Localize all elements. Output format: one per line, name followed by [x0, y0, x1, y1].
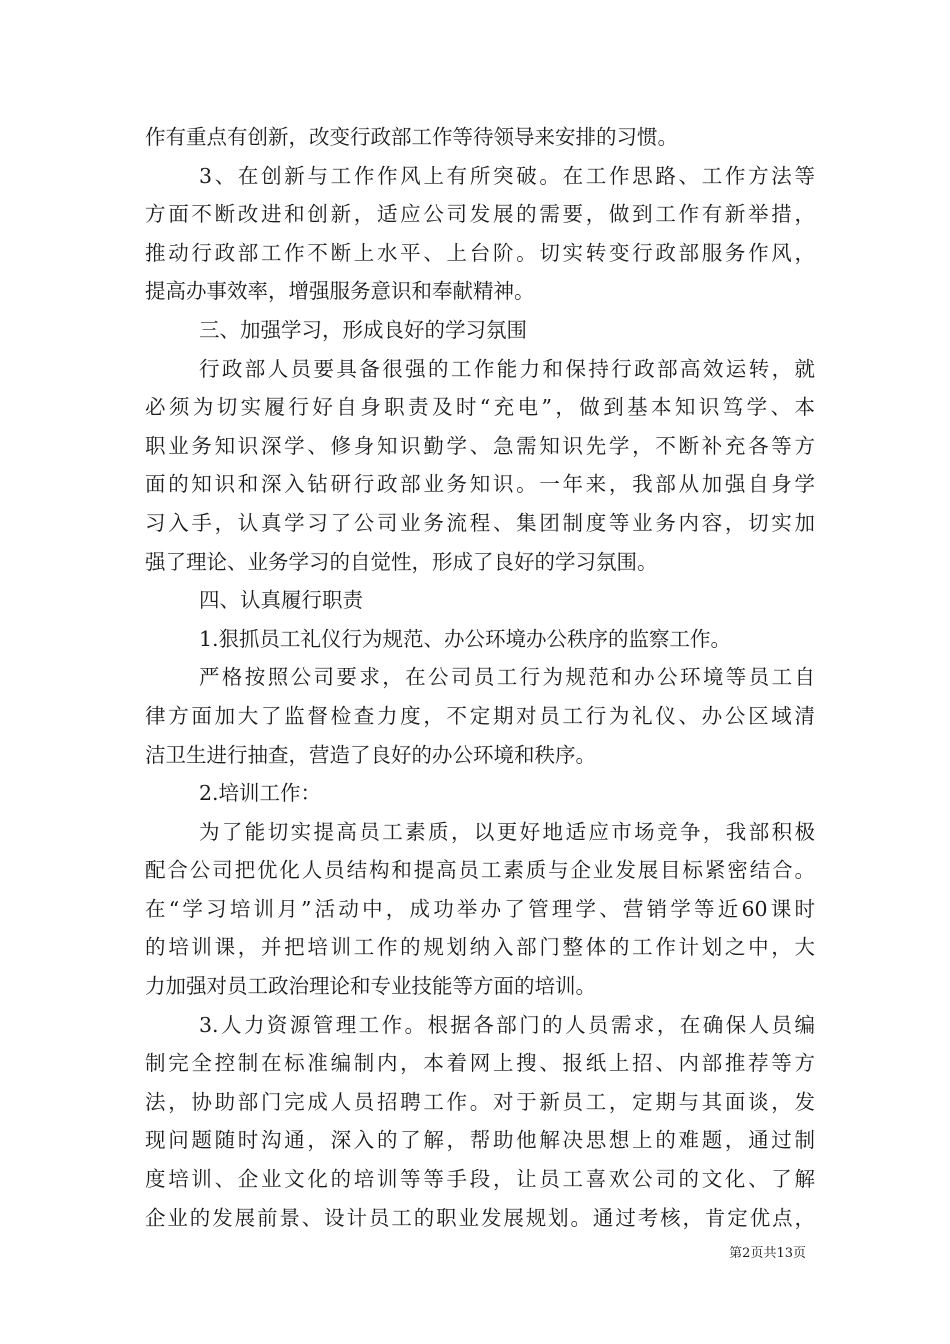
- text-line: 律方面加大了监督检查力度，不定期对员工行为礼仪、办公区域清: [145, 703, 815, 728]
- text-line: 的培训课，并把培训工作的规划纳入部门整体的工作计划之中，大: [145, 935, 815, 960]
- text-line: 1.狠抓员工礼仪行为规范、办公环境办公秩序的监察工作。: [199, 626, 732, 651]
- text-line: 在“学习培训月”活动中，成功举办了管理学、营销学等近60课时: [145, 896, 815, 921]
- text-line: 习入手，认真学习了公司业务流程、集团制度等业务内容，切实加: [145, 510, 815, 535]
- text-line: 行政部人员要具备很强的工作能力和保持行政部高效运转，就: [199, 356, 815, 381]
- text-line: 为了能切实提高员工素质，以更好地适应市场竞争，我部积极: [199, 819, 815, 844]
- text-line: 法，协助部门完成人员招聘工作。对于新员工，定期与其面谈，发: [145, 1089, 815, 1114]
- text-line: 面的知识和深入钻研行政部业务知识。一年来，我部从加强自身学: [145, 472, 815, 497]
- text-line: 力加强对员工政治理论和专业技能等方面的培训。: [145, 974, 596, 999]
- text-line: 三、加强学习，形成良好的学习氛围: [199, 317, 527, 342]
- text-line: 四、认真履行职责: [199, 588, 363, 613]
- text-line: 提高办事效率，增强服务意识和奉献精神。: [145, 279, 535, 304]
- text-line: 推动行政部工作不断上水平、上台阶。切实转变行政部服务作风，: [145, 240, 815, 265]
- text-line: 必须为切实履行好自身职责及时“充电”，做到基本知识笃学、本: [145, 395, 815, 420]
- text-line: 3、在创新与工作作风上有所突破。在工作思路、工作方法等: [199, 163, 815, 188]
- text-line: 洁卫生进行抽查，营造了良好的办公环境和秩序。: [145, 742, 596, 767]
- page-number: 第2页共13页: [729, 1246, 806, 1261]
- text-line: 作有重点有创新，改变行政部工作等待领导来安排的习惯。: [145, 125, 678, 149]
- text-line: 配合公司把优化人员结构和提高员工素质与企业发展目标紧密结合。: [145, 858, 815, 883]
- text-line: 职业务知识深学、修身知识勤学、急需知识先学，不断补充各等方: [145, 433, 815, 458]
- text-line: 现问题随时沟通，深入的了解，帮助他解决思想上的难题，通过制: [145, 1128, 815, 1153]
- document-body: [145, 118, 815, 1237]
- text-line: 3.人力资源管理工作。根据各部门的人员需求，在确保人员编: [199, 1012, 815, 1037]
- text-line: 制完全控制在标准编制内，本着网上搜、报纸上招、内部推荐等方: [145, 1051, 815, 1076]
- text-line: 强了理论、业务学习的自觉性，形成了良好的学习氛围。: [145, 549, 658, 574]
- text-line: 方面不断改进和创新，适应公司发展的需要，做到工作有新举措，: [145, 202, 815, 227]
- text-line: 2.培训工作：: [199, 781, 322, 806]
- text-line: 企业的发展前景、设计员工的职业发展规划。通过考核，肯定优点，: [145, 1205, 815, 1230]
- text-line: 严格按照公司要求，在公司员工行为规范和办公环境等员工自: [199, 665, 815, 690]
- text-line: 度培训、企业文化的培训等等手段，让员工喜欢公司的文化、了解: [145, 1167, 815, 1192]
